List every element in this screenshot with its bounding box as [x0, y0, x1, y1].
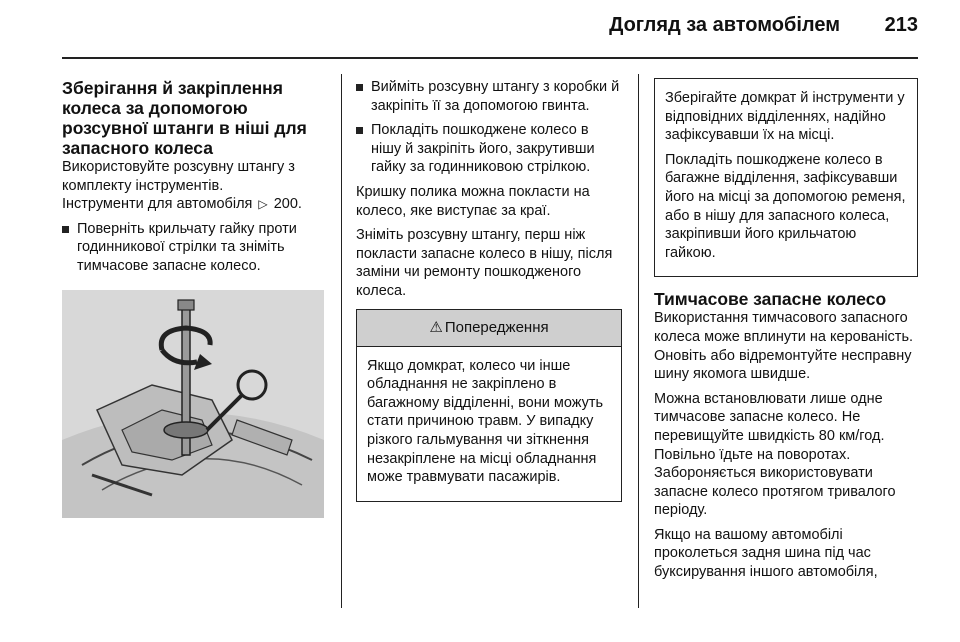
bullet-square-icon	[356, 84, 363, 91]
column-middle	[356, 78, 622, 502]
section-heading-temporary-spare: Тимчасове запасне колесо	[654, 289, 887, 310]
header-title: Догляд за автомобілем	[609, 14, 840, 36]
list-item	[356, 121, 622, 177]
warning-body	[357, 347, 621, 501]
paragraph: Кришку полика можна покласти на колесо, яке виступає за краї.	[356, 183, 590, 219]
section-heading-storage: Зберігання й закріплення колеса за допомогою розсувної штанги в ніші для запасного колеса	[62, 78, 307, 158]
warning-text: Якщо домкрат, колесо чи інше обладнання не закріплено в багажному відділенні, вони можуть стати причиною травм. У випадку різкого гальмування чи зіткнення незакріплене на місці обладнання може травмувати пасажирів.	[367, 357, 604, 486]
warning-box	[356, 309, 622, 502]
warning-triangle-icon: ⚠	[429, 318, 443, 336]
bullet-text: Вийміть розсувну штангу з коробки й закріпіть її за допомогою гвинта.	[371, 79, 620, 114]
paragraph: Якщо на вашому автомобілі проколеться задня шина під час буксирування іншого автомобіля,	[654, 526, 878, 581]
intro-text: Використовуйте розсувну штангу з комплекту інструментів.	[62, 159, 295, 194]
notice-body	[655, 79, 917, 276]
list-item	[356, 78, 622, 115]
paragraph: Можна встановлювати лише одне тимчасове запасне колесо. Не перевищуйте швидкість 80 км/год. Повільно їдьте на поворотах. Забороняється використовувати запасне колесо протягом тривалого періоду.	[654, 390, 896, 519]
reference-text: Інструменти для автомобіля	[62, 196, 253, 213]
column-left	[62, 64, 324, 518]
list-item	[62, 220, 324, 276]
spare-wheel-illustration	[62, 290, 324, 518]
bullet-text: Поверніть крильчату гайку проти годинникової стрілки та зніміть тимчасове запасне колесо.	[77, 220, 297, 274]
paragraph: Використання тимчасового запасного колеса може вплинути на керованість. Оновіть або відремонтуйте несправну шину якомога швидше.	[654, 310, 914, 383]
page-header	[0, 0, 960, 62]
bullet-square-icon	[356, 127, 363, 134]
notice-text: Зберігайте домкрат й інструменти у відповідних відділеннях, надійно зафіксувавши їх на місці.	[665, 90, 905, 144]
notice-box	[654, 78, 918, 277]
column-right	[654, 78, 918, 588]
column-divider-right	[638, 74, 639, 608]
warning-header	[357, 310, 621, 347]
warning-title: Попередження	[444, 318, 549, 336]
header-rule	[62, 57, 918, 59]
column-divider-left	[341, 74, 342, 608]
paragraph: Зніміть розсувну штангу, перш ніж покласти запасне колесо в нішу, після заміни чи ремонту пошкодженого колеса.	[356, 227, 613, 299]
notice-text: Покладіть пошкоджене колесо в багажне відділення, зафіксувавши його на місці за допомогою ременя, або в нішу для запасного колеса, закріпивши його крильчатою гайкою.	[665, 151, 906, 261]
arrow-icon: ▷	[258, 197, 268, 212]
reference-page: 200.	[273, 196, 302, 213]
page-number: 213	[884, 14, 918, 36]
bullet-text: Покладіть пошкоджене колесо в нішу й закріпіть його, закрутивши гайку за годинниковою стрілкою.	[371, 122, 595, 176]
illustration-spare-wheel-well	[62, 290, 324, 518]
bullet-square-icon	[62, 226, 69, 233]
reference-line	[62, 195, 324, 214]
